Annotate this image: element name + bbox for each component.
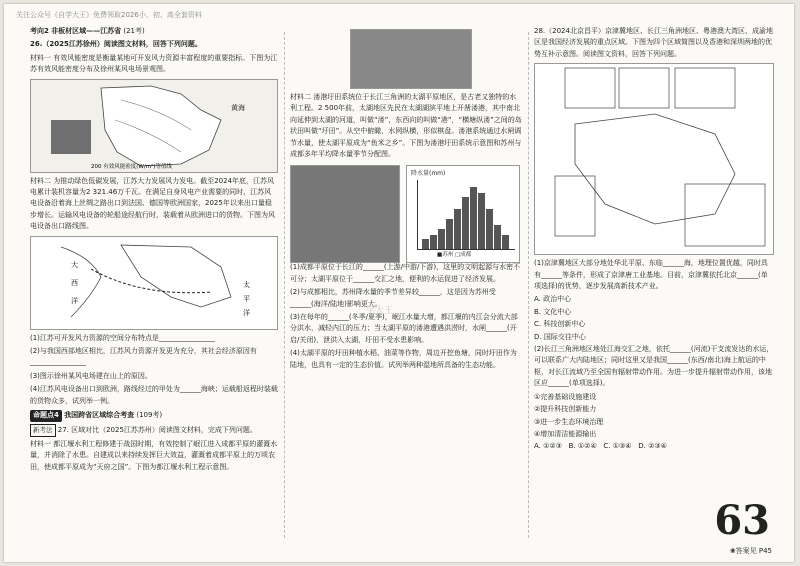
q26-material-2: 材料二 为推动绿色低碳发展，江苏大力发展风力发电。截至2024年底，江苏风电累计装机容量为2 321.46万千瓦。在满足自身风电产业需要的同时，江苏风电设备沿着海上丝绸之路出口到法国、德国等欧洲国家，2025年以来出口量稳步增长。运输风电设备的轮船途经航行时，装载着从欧洲进口的货物。下图为风电设备出口路线图。	[30, 176, 275, 231]
option-d: D. 国际交往中心	[534, 332, 586, 341]
precip-bar	[430, 235, 437, 249]
precip-bar	[438, 229, 445, 249]
q27-sub-3: (3)在每年的______(冬季/夏季)，岷江水量大增，都江堰的内江会分流大部分洪水，减轻内江的压力；当太湖平原的溇港遭遇洪涝时，水闸______(开启/关闭)，泄洪入太湖，圩田不受水患影响。	[290, 313, 518, 344]
ocean-label-3: 洋	[71, 296, 78, 305]
question-27-intro: 新考法 27. 区域对比（2025江苏苏州）阅读图文材料，完成下列问题。	[30, 424, 278, 437]
column-middle	[290, 26, 522, 548]
q26-sub-3: (3)图示徐州某风电场建在山上的原因。	[30, 371, 152, 380]
precip-bar	[462, 197, 469, 249]
regions-map-graphic	[535, 64, 773, 254]
q26-sub-4: (4)江苏风电设备出口到欧洲，路线经过的甲处为______海峡；运载船返程时装载的货物众多，试列举一例。	[30, 385, 278, 405]
column-divider	[284, 32, 285, 538]
lougang-diagram	[290, 165, 400, 263]
option-b: B. 文化中心	[534, 307, 572, 316]
page-number: 63	[714, 497, 770, 544]
option-a: A. 政治中心	[534, 295, 572, 304]
page-header: 关注公众号《自学大王》免费领取2026小、初、高全套资料	[16, 11, 202, 19]
ocean-label-6: 洋	[243, 308, 250, 317]
measure-2: ②提升科技创新能力	[534, 405, 597, 414]
precip-bar	[446, 219, 453, 249]
export-route-map	[30, 236, 278, 330]
watermark: 学大王	[366, 306, 394, 316]
ocean-label-4: 太	[243, 280, 250, 289]
q27-material-2: 材料二 溇港圩田系统位于长江三角洲的太湖平原地区，是古老又独特的水利工程。2 500年前，太湖地区先民在太湖湖滨平地上开凿溇港，其中南北向延伸到太湖的河道，叫做“溇”，东西向的叫做“港”，“横塘纵溇”之间的岛状田叫做“圩田”。从空中俯瞰，水网纵横，形似棋盘。溇港系统通过水闸调节水量，使太湖平原成为“鱼米之乡”。下图为溇港圩田系统示意图和苏州与成都多年平均降水量季节分配图。	[290, 93, 522, 159]
ocean-label-1: 大	[71, 260, 78, 269]
q26-sub-2: (2)与我国西部地区相比，江苏风力资源开发更为充分，其社会经济原因有________________	[30, 347, 257, 367]
section-heading-2: 命题点4 我国跨省区域综合考查 (109考)	[30, 410, 278, 421]
precip-bar	[486, 209, 493, 249]
column-left	[30, 26, 278, 548]
q27-sub-4: (4)太湖平原的圩田种植水稻、油菜等作物，周边开挖鱼塘，同时圩田作为陆地，也具有一定的生态价值。试列举两种湿地所具备的生态功能。	[290, 349, 517, 369]
option-c: C. 科技创新中心	[534, 320, 586, 329]
q28-sub-1: (1)京津冀地区大部分地处华北平原、东临______海，地理位置优越，同时具有______等条件，形成了京津唐工业基地。目前，京津冀依托北京______(单项选择)的优势，逐步发展高新技术产业。	[534, 259, 768, 291]
precip-bar	[454, 209, 461, 249]
precip-bar	[502, 235, 509, 249]
workbook-page	[4, 4, 794, 562]
figure-row	[290, 162, 522, 262]
ocean-label-2: 西	[71, 278, 78, 287]
q27-material-1: 材料一 都江堰水利工程修建于战国时期，有效控制了岷江进入成都平原的灌溉水量，并消除了水患。自建成以来持续发挥巨大效益，灌溉着成都平原上的万顷农田，使成都平原成为“天府之国”。下图为都江堰水利工程示意图。	[30, 439, 278, 471]
measure-4: ④增加清洁能源输出	[534, 429, 597, 438]
q27-sub-2: (2)与成都相比，苏州降水量的季节差异较______，这是因为苏州受______(海洋/陆地)影响更大。	[290, 288, 496, 308]
map-legend: 200 有效风能密度(W/m²)等值线	[91, 163, 172, 170]
precip-bar	[494, 225, 501, 249]
q27-sub-1: (1)成都平原位于长江的______(上游/中游/下游)，这里的文明起源与水密不可分；太湖平原位于______交汇之地，便利的水运促进了经济发展。	[290, 263, 521, 283]
jiangsu-wind-map	[30, 79, 278, 173]
precip-bar	[470, 187, 477, 249]
q26-material-1: 材料一 有效风能密度是衡量某地可开发风力资源丰富程度的重要指标。下图为江苏有效风能密度分布及徐州某风电场景观图。	[30, 53, 278, 74]
question-28-intro: 28.（2024北京昌平）京津冀地区、长江三角洲地区、粤港澳大湾区、成渝地区是我国经济发展的重点区域。下图为四个区域简图以及香港和深圳两地的优势互补示意图。阅读图文资料，回答下列问题。	[534, 27, 773, 58]
question-26-intro: 26.（2025江苏徐州）阅读图文材料，回答下列问题。	[30, 40, 202, 49]
q26-sub-1: (1)江苏可开发风力资源的空间分布特点是________________	[30, 333, 215, 342]
measure-3: ③进一步生态环境治理	[534, 417, 604, 426]
jiangsu-map-graphic	[31, 80, 277, 172]
q28-sub-2: (2)长江三角洲地区地处江海交汇之地，依托______(河流)干支流发达的水运，可以联系广大内陆地区；同时这里又是我国______(东西/南北)海上航运的中枢，对长江流域乃至全国有辐射带动作用。为进一步提升辐射带动作用，该地区应______(单项选择)。	[534, 345, 774, 388]
answer-choices: A. ①②③ B. ①②④ C. ①③④ D. ②③④	[534, 442, 667, 451]
precip-bar	[422, 239, 429, 249]
column-divider	[528, 32, 529, 538]
answer-reference: ❀答案见 P45	[729, 547, 772, 555]
chart-legend: ■苏州 □成都	[437, 252, 472, 259]
regions-map	[534, 63, 774, 255]
precip-bar	[478, 193, 485, 249]
dujiangyan-photo	[350, 29, 472, 89]
world-route-graphic	[31, 237, 277, 329]
chart-plot-area	[417, 180, 515, 250]
sea-label: 黄海	[231, 103, 245, 112]
measure-1: ①完善基础设施建设	[534, 392, 597, 401]
new-method-tag: 新考法	[30, 424, 56, 437]
precip-chart: 降水量(mm) ■苏州 □成都	[406, 165, 520, 263]
column-right	[534, 26, 774, 548]
ocean-label-5: 平	[243, 294, 250, 303]
section-heading: 考向2 非板材区域——江苏省 (21考)	[30, 27, 145, 35]
